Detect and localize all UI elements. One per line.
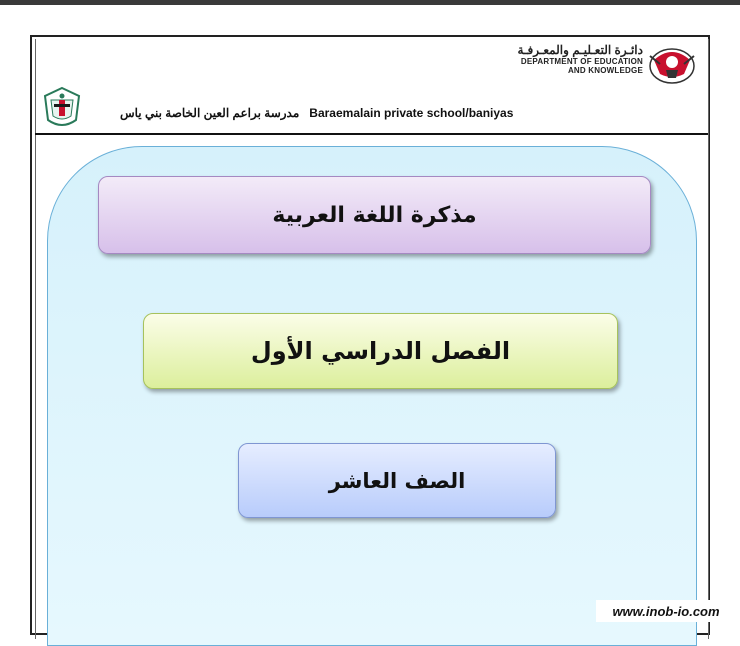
school-name [120, 106, 513, 120]
site-watermark: www.inob-io.com [596, 600, 736, 622]
school-crest-icon [42, 86, 82, 130]
department-arabic: دائـرة التعـليـم والمعـرفـة [517, 43, 643, 57]
semester-box: الفصل الدراسي الأول [143, 313, 618, 389]
title-box: مذكرة اللغة العربية [98, 176, 651, 254]
school-name-english: Baraemalain private school/baniyas [309, 106, 514, 120]
department-label [518, 44, 643, 75]
top-bar [0, 0, 740, 5]
department-english-line2: AND KNOWLEDGE [567, 66, 643, 75]
school-name-arabic: مدرسة براعم العين الخاصة بني ياس [120, 106, 300, 120]
department-english-line1: DEPARTMENT OF EDUCATION [520, 57, 643, 66]
header-divider [35, 133, 708, 135]
grade-box: الصف العاشر [238, 443, 556, 518]
falcon-emblem-icon [644, 44, 700, 84]
